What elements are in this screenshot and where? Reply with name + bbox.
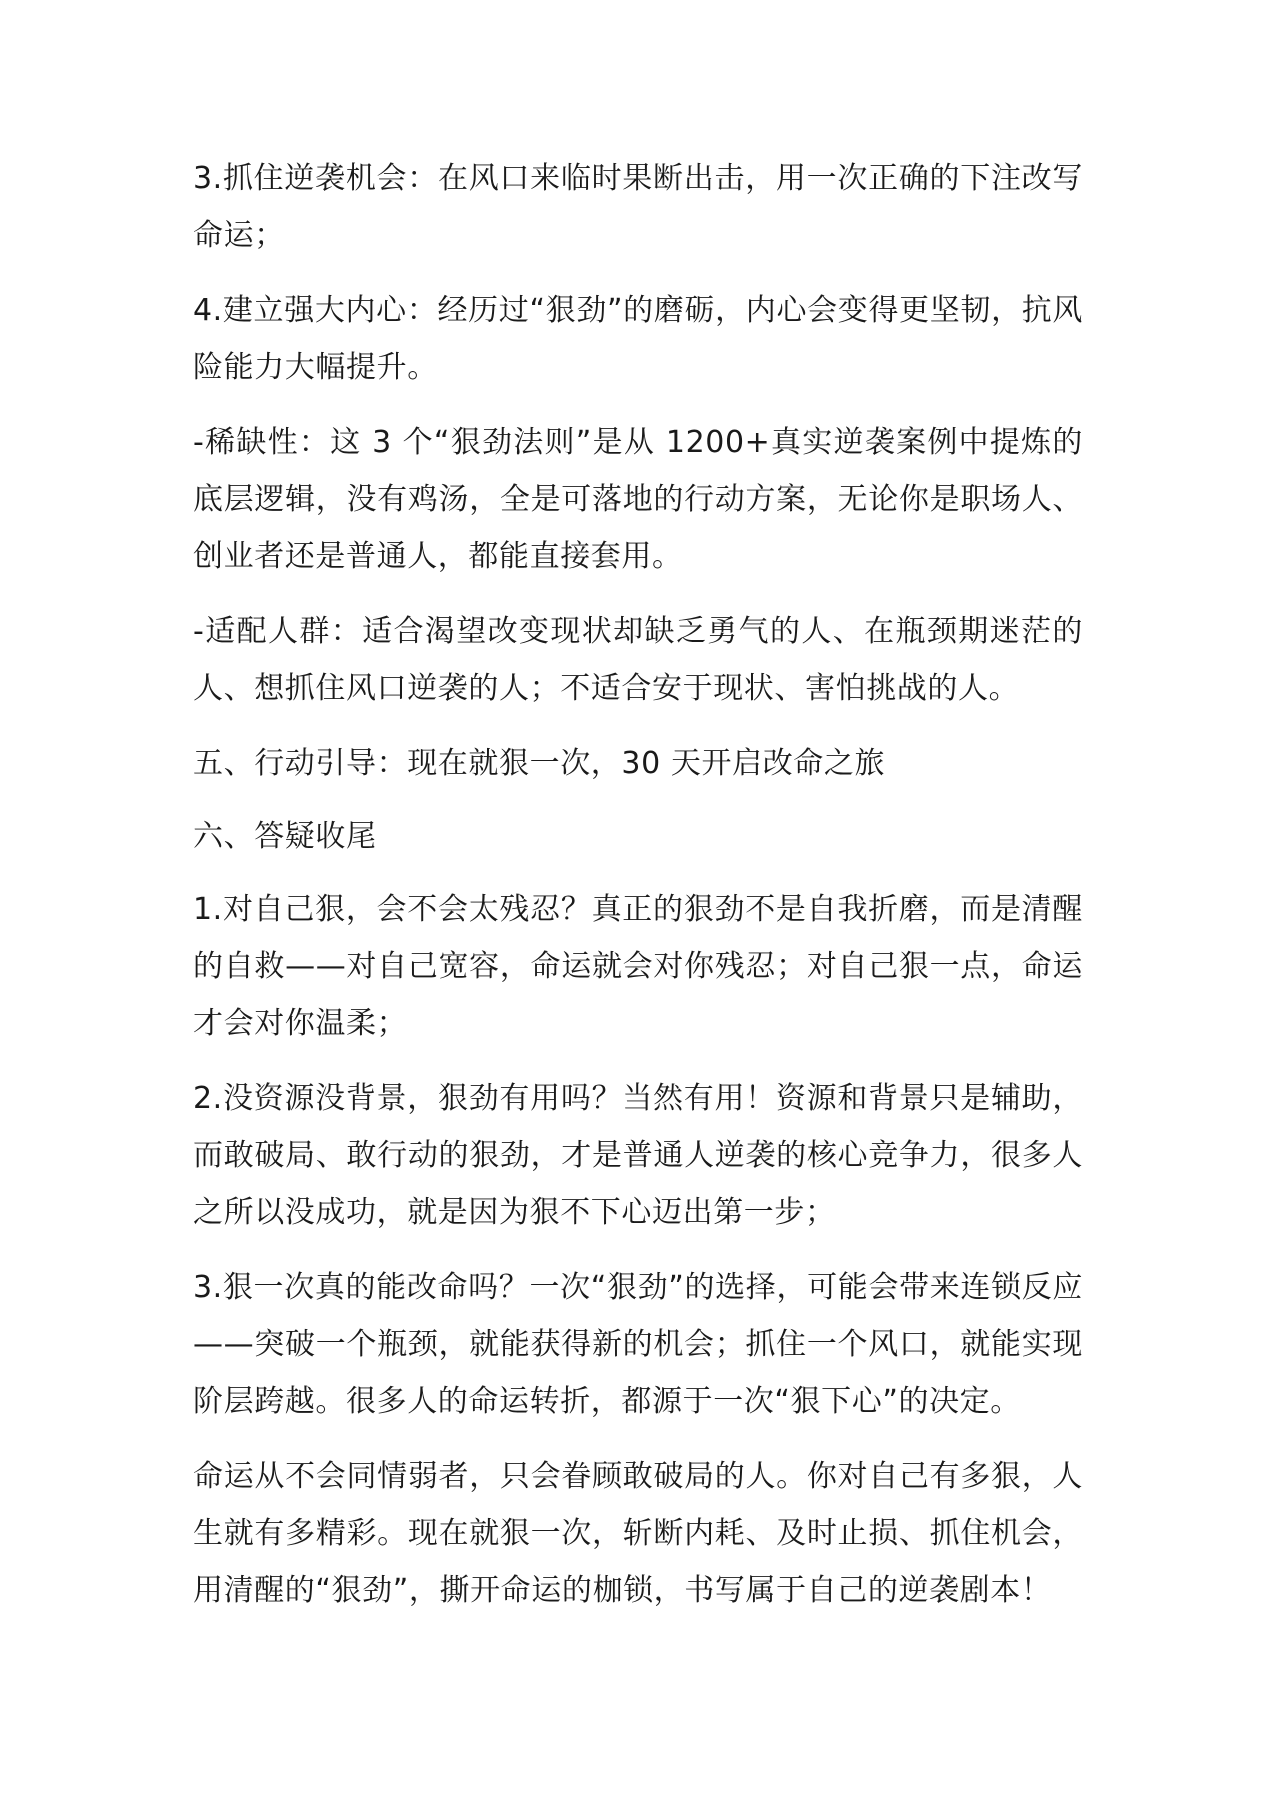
faq-item-3: 3.狠一次真的能改命吗？一次“狠劲”的选择，可能会带来连锁反应——突破一个瓶颈，就能获得新的机会；抓住一个风口，就能实现阶层跨越。很多人的命运转折，都源于一次“狠下心”的决定。	[193, 1270, 1083, 1419]
section-heading-action-guide: 五、行动引导：现在就狠一次，30 天开启改命之旅	[193, 746, 886, 781]
paragraph-conclusion: 命运从不会同情弱者，只会眷顾敢破局的人。你对自己有多狠，人生就有多精彩。现在就狠一次，斩断内耗、及时止损、抓住机会，用清醒的“狠劲”，撕开命运的枷锁，书写属于自己的逆袭剧本！	[193, 1459, 1083, 1608]
paragraph-seize-opportunity: 3.抓住逆袭机会：在风口来临时果断出击，用一次正确的下注改写命运；	[193, 161, 1083, 253]
paragraph-target-audience: -适配人群：适合渴望改变现状却缺乏勇气的人、在瓶颈期迷茫的人、想抓住风口逆袭的人；不适合安于现状、害怕挑战的人。	[193, 614, 1083, 706]
faq-item-2: 2.没资源没背景，狠劲有用吗？当然有用！资源和背景只是辅助，而敢破局、敢行动的狠劲，才是普通人逆袭的核心竞争力，很多人之所以没成功，就是因为狠不下心迈出第一步；	[193, 1081, 1083, 1230]
faq-item-1: 1.对自己狠，会不会太残忍？真正的狠劲不是自我折磨，而是清醒的自救——对自己宽容，命运就会对你残忍；对自己狠一点，命运才会对你温柔；	[193, 892, 1083, 1041]
section-heading-faq: 六、答疑收尾	[193, 819, 377, 854]
paragraph-scarcity: -稀缺性：这 3 个“狠劲法则”是从 1200+真实逆袭案例中提炼的底层逻辑，没有鸡汤，全是可落地的行动方案，无论你是职场人、创业者还是普通人，都能直接套用。	[193, 425, 1083, 574]
paragraph-strong-heart: 4.建立强大内心：经历过“狠劲”的磨砺，内心会变得更坚韧，抗风险能力大幅提升。	[193, 293, 1083, 385]
document-body	[193, 150, 1083, 1637]
